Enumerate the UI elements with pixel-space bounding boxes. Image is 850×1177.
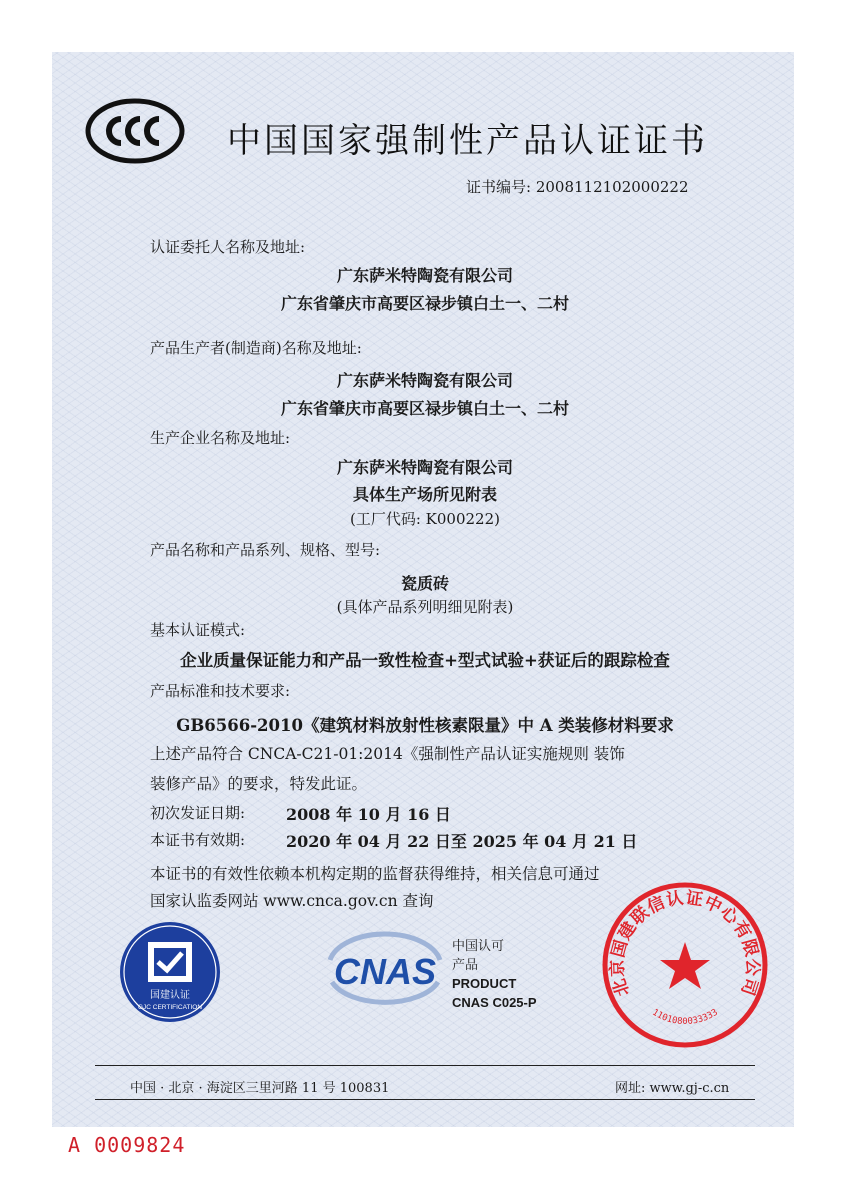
serial-number: A 0009824 <box>68 1133 186 1157</box>
gjc-certification-logo <box>118 920 222 1024</box>
applicant-address: 广东省肇庆市高要区禄步镇白土一、二村 <box>280 294 569 313</box>
seal-number: 1101080033333 <box>650 1007 720 1027</box>
cnas-caption-line-2: 产品 <box>452 957 479 972</box>
product-detail: (具体产品系列明细见附表) <box>336 598 514 616</box>
statement-line-2: 装修产品》的要求，特发此证。 <box>150 775 368 793</box>
mode-label: 基本认证模式: <box>150 621 246 639</box>
note-line-2: 国家认监委网站 www.cnca.gov.cn 查询 <box>150 892 434 910</box>
mode-value: 企业质量保证能力和产品一致性检查+型式试验+获证后的跟踪检查 <box>180 651 670 670</box>
standard-label: 产品标准和技术要求: <box>150 682 291 700</box>
factory-name: 广东萨米特陶瓷有限公司 <box>336 458 513 477</box>
cnas-caption-line-4: CNAS C025-P <box>452 995 537 1010</box>
cnas-logo <box>320 930 450 1010</box>
manufacturer-name: 广东萨米特陶瓷有限公司 <box>336 371 513 390</box>
factory-site: 具体生产场所见附表 <box>352 485 497 504</box>
footer-rule-bottom <box>95 1099 755 1100</box>
product-label: 产品名称和产品系列、规格、型号: <box>150 541 381 559</box>
cnas-caption-line-1: 中国认可 <box>452 938 505 953</box>
product-name: 瓷质砖 <box>400 574 449 593</box>
footer-rule-top <box>95 1065 755 1066</box>
certificate-title: 中国国家强制性产品认证证书 <box>227 121 708 161</box>
applicant-label: 认证委托人名称及地址: <box>150 238 306 256</box>
certificate-number: 证书编号: 2008112102000222 <box>466 178 689 196</box>
gjc-logo-cn: 国建认证 <box>150 990 190 1001</box>
manufacturer-address: 广东省肇庆市高要区禄步镇白土一、二村 <box>280 399 569 418</box>
standard-value: GB6566-2010《建筑材料放射性核素限量》中 A 类装修材料要求 <box>176 716 674 735</box>
first-issue-date: 2008 年 10 月 16 日 <box>286 805 451 824</box>
red-seal-stamp <box>600 880 770 1050</box>
validity-date: 2020 年 04 月 22 日至 2025 年 04 月 21 日 <box>286 832 638 851</box>
applicant-name: 广东萨米特陶瓷有限公司 <box>336 266 513 285</box>
manufacturer-label: 产品生产者(制造商)名称及地址: <box>150 339 362 357</box>
statement-line-1: 上述产品符合 CNCA-C21-01:2014《强制性产品认证实施规则 装饰 <box>150 745 625 763</box>
seal-text: 北京国建联信认证中心有限公司 <box>607 888 763 999</box>
validity-label: 本证书有效期: <box>150 831 246 849</box>
ccc-logo <box>85 98 185 164</box>
cnas-logo-text: CNAS <box>333 951 437 992</box>
footer-address: 中国 · 北京 · 海淀区三里河路 11 号 100831 <box>130 1081 390 1096</box>
gjc-logo-en: GJC CERTIFICATION <box>137 1004 203 1011</box>
factory-code: (工厂代码: K000222) <box>350 510 500 528</box>
footer-website: 网址: www.gj-c.cn <box>615 1081 730 1096</box>
note-line-1: 本证书的有效性依赖本机构定期的监督获得维持，相关信息可通过 <box>150 865 600 883</box>
factory-label: 生产企业名称及地址: <box>150 429 291 447</box>
svg-text:1101080033333 <box>650 1008 720 1027</box>
first-issue-label: 初次发证日期: <box>150 804 246 822</box>
cnas-caption-line-3: PRODUCT <box>452 976 517 991</box>
cnas-caption <box>452 936 537 1012</box>
